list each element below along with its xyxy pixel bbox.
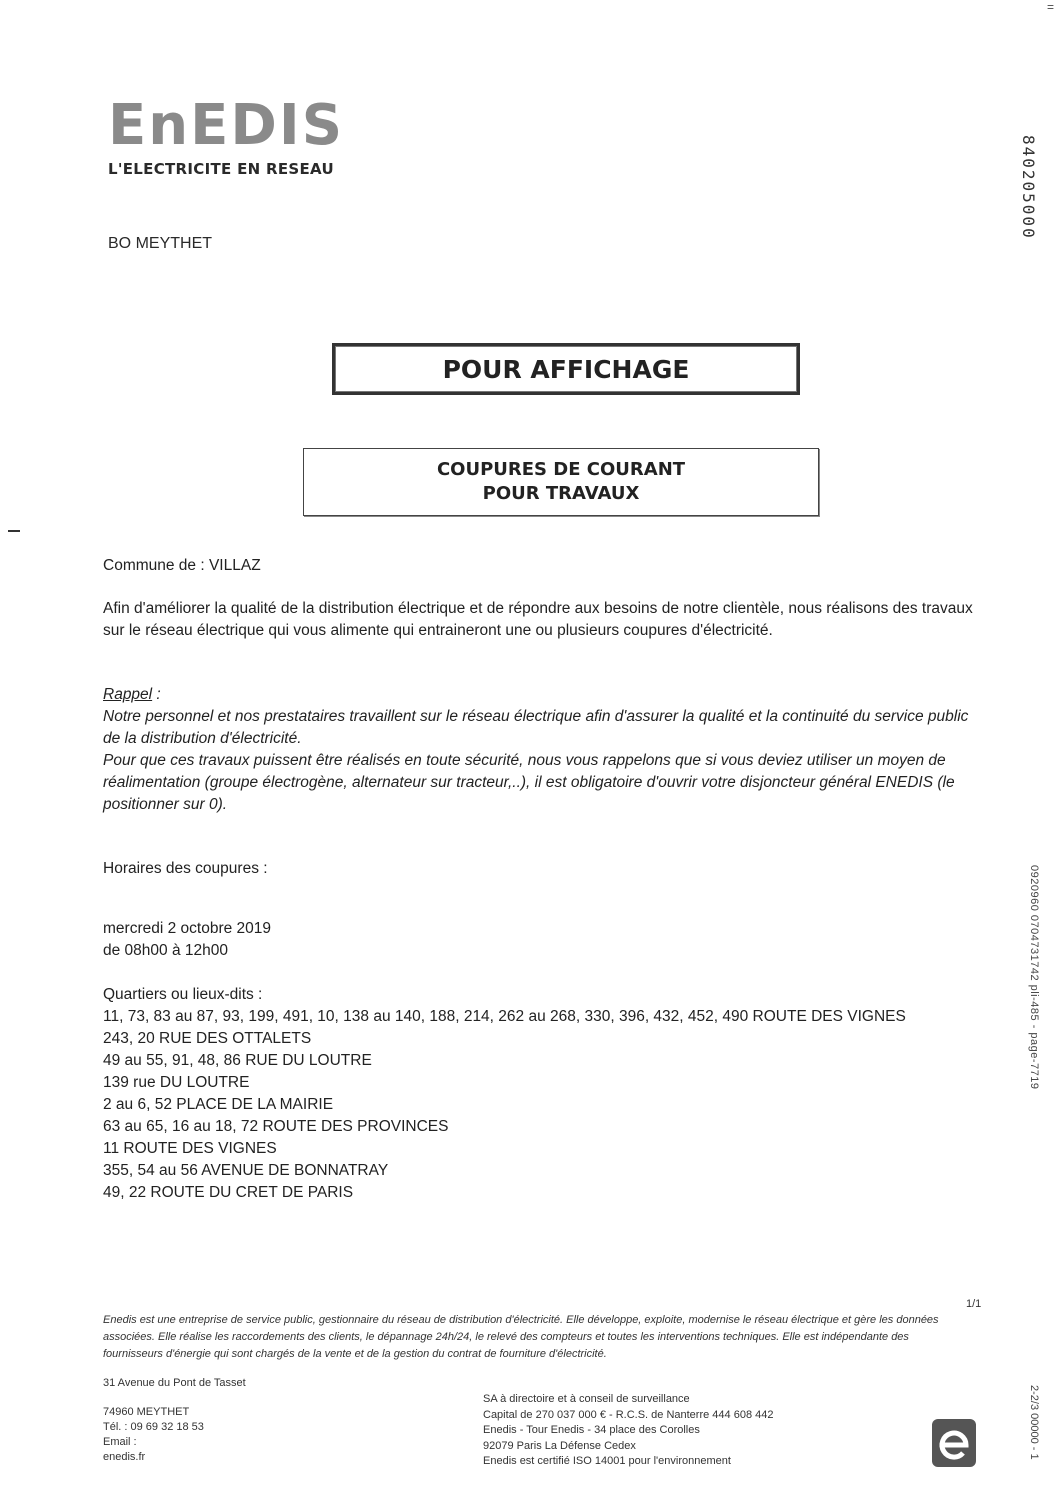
rappel-paragraph-1: Notre personnel et nos prestataires travaillent sur le réseau électrique afin d'assurer la qualité et la continuité du service public de la distribution d'électricité.	[103, 708, 969, 747]
footer-company-info	[483, 1392, 773, 1470]
company-line: SA à directoire et à conseil de surveillance	[483, 1393, 690, 1405]
list-item: 2 au 6, 52 PLACE DE LA MAIRIE	[103, 1096, 334, 1113]
title-box	[332, 343, 800, 395]
address-email: Email :	[103, 1436, 137, 1448]
quartiers-section	[103, 984, 983, 1204]
list-item: 11 ROUTE DES VIGNES	[103, 1140, 277, 1157]
enedis-e-logo-icon	[930, 1415, 978, 1471]
horaires-label: Horaires des coupures :	[103, 860, 268, 877]
commune-line: Commune de : VILLAZ	[103, 557, 261, 574]
quartiers-label: Quartiers ou lieux-dits :	[103, 986, 263, 1003]
enedis-logo: EnEDIS	[108, 93, 345, 158]
scan-metadata-bottom: 2-2/3 00000 - 1	[1028, 1385, 1040, 1460]
address-phone: Tél. : 09 69 32 18 53	[103, 1421, 204, 1433]
rappel-heading-colon: :	[152, 686, 161, 703]
footer-address	[103, 1376, 246, 1465]
schedule-block	[103, 918, 983, 962]
subtitle-line-2: POUR TRAVAUX	[482, 483, 640, 504]
document-code: 840205000	[1019, 135, 1038, 240]
address-street: 31 Avenue du Pont de Tasset	[103, 1377, 246, 1389]
footer-legal-notice: Enedis est une entreprise de service public, gestionnaire du réseau de distribution d'électricité. Elle développe, exploite, modernise le réseau électrique et gère les données associées. Elle réalise les raccordements des clients, le dépannage 24h/24, le relevé des compteurs et toutes les interventions techniques. Elle est indépendante des fournisseurs d'énergie qui sont chargés de la vente et de la gestion du contrat de fourniture d'électricité.	[103, 1314, 939, 1360]
rappel-section	[103, 684, 983, 816]
company-line: Enedis - Tour Enedis - 34 place des Corolles	[483, 1424, 700, 1437]
company-line: 92079 Paris La Défense Cedex	[483, 1439, 636, 1452]
sender-office: BO MEYTHET	[108, 235, 213, 252]
intro-paragraph: Afin d'améliorer la qualité de la distribution électrique et de répondre aux besoins de notre clientèle, nous réalisons des travaux sur le réseau électrique qui vous alimente qui entraineront une ou plusieurs coupures d'électricité.	[103, 600, 973, 639]
rappel-heading: Rappel	[103, 686, 153, 703]
list-item: 355, 54 au 56 AVENUE DE BONNATRAY	[103, 1162, 389, 1179]
list-item: 49 au 55, 91, 48, 86 RUE DU LOUTRE	[103, 1052, 372, 1069]
list-item: 49, 22 ROUTE DU CRET DE PARIS	[103, 1184, 354, 1201]
schedule-time: de 08h00 à 12h00	[103, 942, 228, 959]
subtitle-line-1: COUPURES DE COURANT	[436, 459, 686, 480]
address-web: enedis.fr	[103, 1451, 146, 1463]
title-text: POUR AFFICHAGE	[442, 354, 690, 384]
page-number: 1/1	[966, 1298, 982, 1310]
list-item: 243, 20 RUE DES OTTALETS	[103, 1030, 312, 1047]
list-item: 63 au 65, 16 au 18, 72 ROUTE DES PROVINCES	[103, 1118, 449, 1135]
address-city: 74960 MEYTHET	[103, 1406, 190, 1418]
rappel-paragraph-2: Pour que ces travaux puissent être réalisés en toute sécurité, nous vous rappelons que si vous deviez utiliser un moyen de réalimentation (groupe électrogène, alternateur sur tracteur,..), il est obligatoire d'ouvrir votre disjoncteur général ENEDIS (le positionner sur 0).	[103, 752, 955, 813]
edge-mark	[8, 530, 20, 532]
scan-metadata: 0920960 0704731742 pli-485 - page-7719	[1028, 865, 1040, 1090]
subtitle-box	[303, 448, 819, 516]
schedule-date: mercredi 2 octobre 2019	[103, 920, 272, 937]
list-item: 11, 73, 83 au 87, 93, 199, 491, 10, 138 au 140, 188, 214, 262 au 268, 330, 396, 432, 452, 490 ROUTE DES VIGNES	[103, 1008, 906, 1025]
company-line: Capital de 270 037 000 € - R.C.S. de Nanterre 444 608 442	[483, 1408, 774, 1421]
corner-mark: =	[1046, 0, 1054, 14]
logo-tagline: L'ELECTRICITE EN RESEAU	[108, 160, 334, 178]
quartiers-list	[103, 1006, 983, 1204]
company-line: Enedis est certifié ISO 14001 pour l'environnement	[483, 1455, 731, 1468]
rappel-heading-line	[103, 684, 983, 706]
list-item: 139 rue DU LOUTRE	[103, 1074, 250, 1091]
